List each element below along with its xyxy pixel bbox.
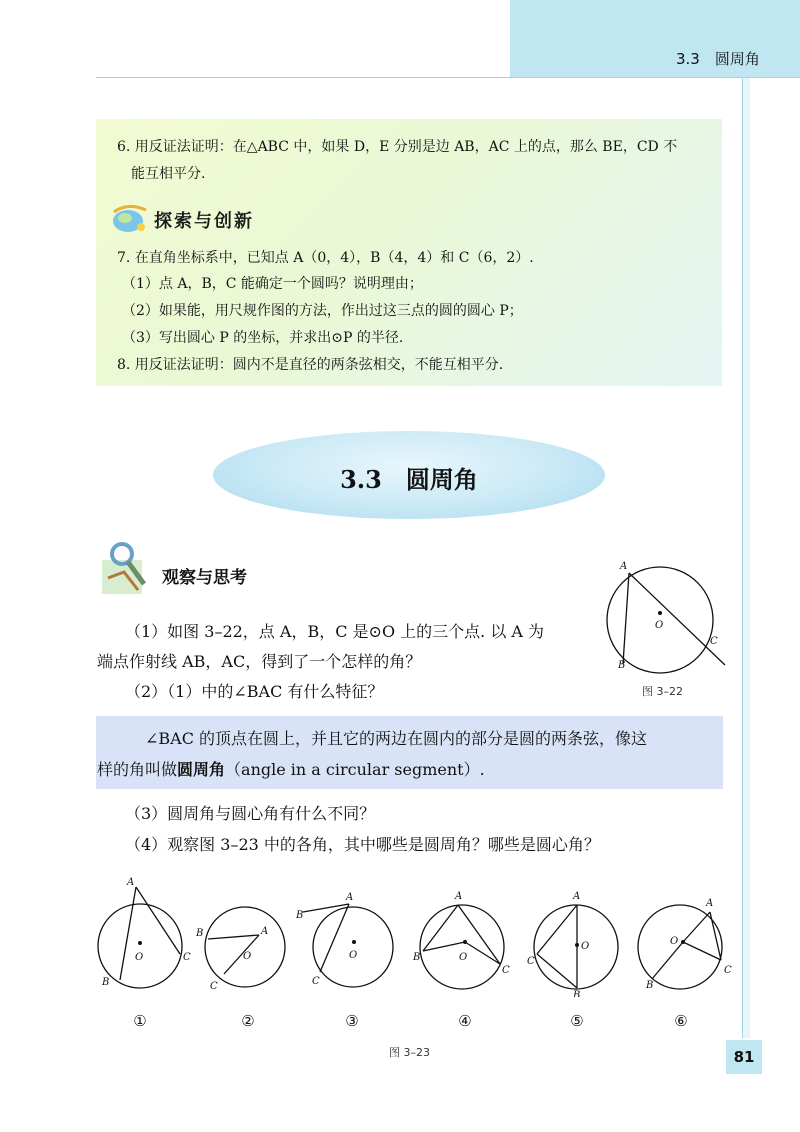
- observe-line4: （3）圆周角与圆心角有什么不同？: [125, 804, 376, 823]
- svg-text:A: A: [346, 892, 354, 903]
- label-B: B: [618, 660, 626, 671]
- figure-number-2: ②: [241, 1012, 255, 1030]
- svg-text:C: C: [502, 965, 510, 976]
- figure-3-23-item-1: [98, 877, 191, 988]
- observe-line3: （2）（1）中的∠BAC 有什么特征？: [125, 682, 384, 701]
- section-title: 3.3 圆周角: [340, 465, 478, 494]
- svg-text:A: A: [127, 877, 135, 888]
- figure-3-23-item-5: [527, 891, 618, 997]
- definition-line1: ∠BAC 的顶点在圆上，并且它的两边在圆内的部分是圆的两条弦，像这: [145, 729, 648, 748]
- exercise-6-line2: 能互相平分.: [131, 166, 206, 182]
- definition-term: 圆周角: [177, 760, 226, 779]
- svg-text:O: O: [670, 936, 679, 947]
- svg-text:C: C: [210, 981, 218, 992]
- svg-text:B: B: [573, 990, 581, 997]
- label-O: O: [655, 620, 664, 631]
- svg-text:O: O: [581, 941, 590, 952]
- exercise-7-part1: （1）点 A，B，C 能确定一个圆吗？说明理由；: [122, 276, 423, 292]
- margin-strip: [743, 78, 750, 1038]
- figure-number-6: ⑥: [674, 1012, 688, 1030]
- svg-text:B: B: [296, 910, 304, 921]
- figure-number-1: ①: [133, 1012, 147, 1030]
- exercise-8: 8. 用反证法证明：圆内不是直径的两条弦相交，不能互相平分.: [117, 357, 504, 373]
- figure-number-3: ③: [345, 1012, 359, 1030]
- svg-text:C: C: [527, 956, 535, 967]
- svg-text:B: B: [413, 952, 421, 963]
- svg-text:A: A: [706, 898, 714, 909]
- definition-line2-post: （angle in a circular segment）.: [225, 760, 485, 779]
- figure-3-23-item-3: [295, 892, 393, 987]
- svg-text:A: A: [261, 926, 269, 937]
- magnifier-icon: [98, 538, 160, 598]
- running-header-title: 3.3 圆周角: [676, 50, 760, 68]
- figure-3-23: [90, 872, 740, 997]
- observe-heading: 观察与思考: [162, 568, 247, 588]
- explore-heading: 探索与创新: [154, 211, 254, 232]
- margin-rule: [742, 78, 743, 1038]
- svg-text:B: B: [102, 977, 110, 988]
- figure-number-5: ⑤: [570, 1012, 584, 1030]
- observe-line2: 端点作射线 AB，AC，得到了一个怎样的角？: [97, 652, 422, 671]
- header-divider: [96, 77, 800, 78]
- figure-3-23-item-4: [412, 891, 510, 989]
- observe-line1: （1）如图 3–22，点 A，B，C 是⊙O 上的三个点. 以 A 为: [125, 622, 545, 641]
- exercise-7-part2: （2）如果能，用尺规作图的方法，作出过这三点的圆的圆心 P；: [122, 303, 523, 319]
- svg-text:C: C: [312, 976, 320, 987]
- figure-3-23-caption: 图 3–23: [389, 1046, 430, 1059]
- svg-text:B: B: [196, 928, 204, 939]
- figure-3-23-item-6: [638, 898, 732, 991]
- label-A: A: [620, 561, 628, 572]
- svg-text:O: O: [243, 951, 252, 962]
- svg-text:O: O: [459, 952, 468, 963]
- svg-text:A: A: [455, 891, 463, 902]
- svg-text:A: A: [573, 891, 581, 902]
- figure-3-23-item-2: [195, 907, 285, 992]
- figure-number-4: ④: [458, 1012, 472, 1030]
- svg-text:C: C: [183, 952, 191, 963]
- figure-3-22: [600, 558, 735, 693]
- observe-line5: （4）观察图 3–23 中的各角，其中哪些是圆周角？哪些是圆心角？: [125, 835, 600, 854]
- figure-3-22-caption: 图 3–22: [642, 685, 683, 698]
- svg-text:C: C: [724, 965, 732, 976]
- svg-text:O: O: [349, 950, 358, 961]
- page-number: 81: [733, 1048, 755, 1066]
- definition-line2-pre: 样的角叫做: [97, 760, 178, 779]
- definition-line2: [97, 759, 485, 781]
- exercise-7-part3: （3）写出圆心 P 的坐标，并求出⊙P 的半径.: [122, 330, 404, 346]
- svg-text:B: B: [646, 980, 654, 991]
- label-C: C: [710, 636, 718, 647]
- exercise-6-line1: 6. 用反证法证明：在△ABC 中，如果 D，E 分别是边 AB，AC 上的点，那么 BE，CD 不: [117, 139, 678, 155]
- exercise-7: 7. 在直角坐标系中，已知点 A（0，4），B（4，4）和 C（6，2）.: [117, 250, 534, 266]
- globe-icon: [108, 202, 152, 234]
- svg-text:O: O: [135, 952, 144, 963]
